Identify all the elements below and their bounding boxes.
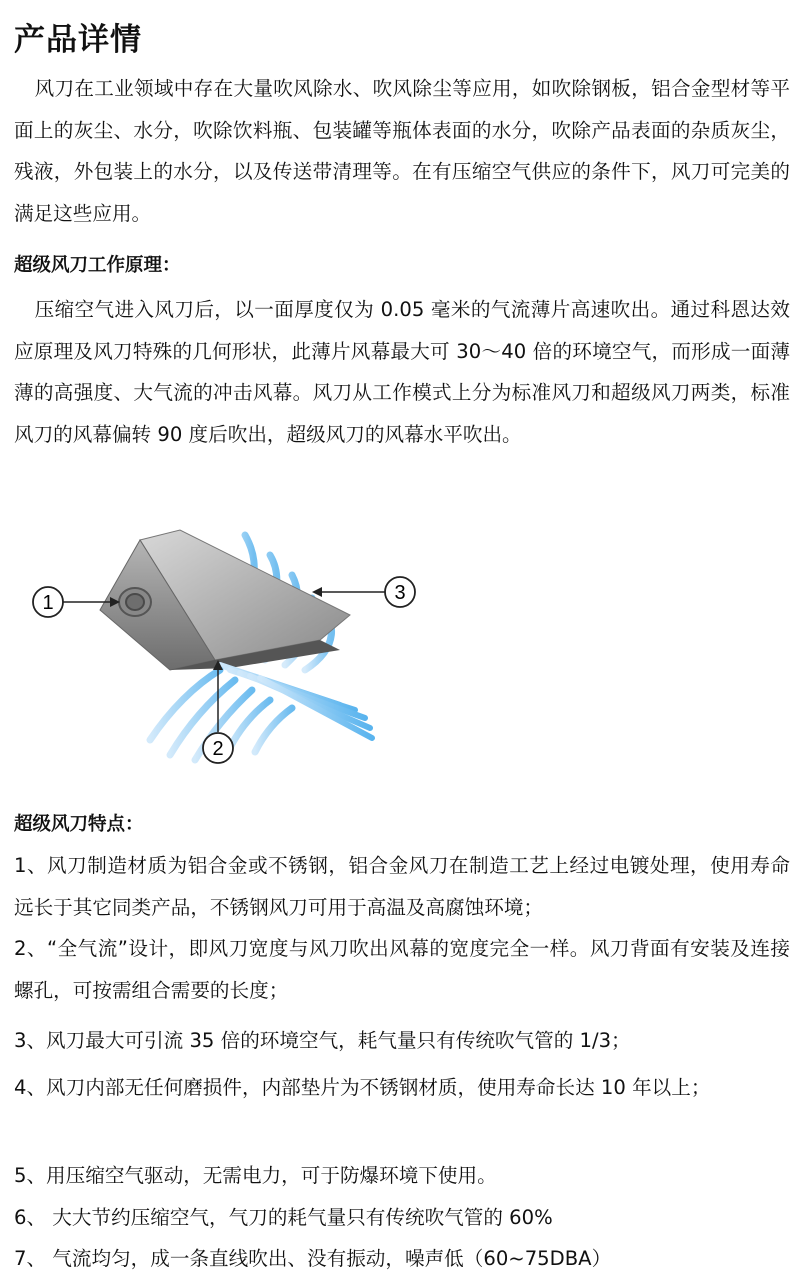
- feature-item-7: 7、 气流均匀，成一条直线吹出、没有振动，噪声低（60~75DBA）: [14, 1247, 612, 1270]
- svg-text:2: 2: [212, 738, 224, 760]
- feature-item-2: 2、“全气流”设计，即风刀宽度与风刀吹出风幕的宽度完全一样。风刀背面有安装及连接螺孔，可按需组合需要的长度；: [14, 937, 790, 1002]
- feature-item-3: 3、风刀最大可引流 35 倍的环境空气，耗气量只有传统吹气管的 1/3；: [14, 1029, 631, 1052]
- intro-paragraph: 风刀在工业领域中存在大量吹风除水、吹风除尘等应用，如吹除钢板，铝合金型材等平面上的灰尘、水分，吹除饮料瓶、包装罐等瓶体表面的水分，吹除产品表面的杂质灰尘，残液，外包装上的水分，以及传送带清理等。在有压缩空气供应的条件下，风刀可完美的满足这些应用。: [14, 77, 790, 225]
- feature-item-4: 4、风刀内部无任何磨损件，内部垫片为不锈钢材质，使用寿命长达 10 年以上；: [14, 1076, 711, 1099]
- principle-paragraph: 压缩空气进入风刀后，以一面厚度仅为 0.05 毫米的气流薄片高速吹出。通过科恩达效应原理及风刀特殊的几何形状，此薄片风幕最大可 30～40 倍的环境空气，而形成一面薄薄的高强度、大气流的冲击风幕。风刀从工作模式上分为标准风刀和超级风刀两类，标准风刀的风幕偏转 90 度后吹出，超级风刀的风幕水平吹出。: [14, 298, 790, 446]
- page-title: 产品详情: [14, 22, 142, 58]
- callout-3: [312, 577, 415, 607]
- feature-item-1: 1、风刀制造材质为铝合金或不锈钢，铝合金风刀在制造工艺上经过电镀处理，使用寿命远长于其它同类产品，不锈钢风刀可用于高温及高腐蚀环境；: [14, 854, 790, 919]
- svg-text:3: 3: [394, 582, 406, 604]
- svg-text:1: 1: [42, 592, 54, 614]
- feature-item-5: 5、用压缩空气驱动，无需电力，可于防爆环境下使用。: [14, 1164, 497, 1187]
- air-knife-diagram: [20, 520, 440, 780]
- principle-heading: 超级风刀工作原理：: [14, 255, 181, 276]
- air-knife-body: [100, 530, 350, 670]
- features-heading: 超级风刀特点：: [14, 814, 144, 835]
- feature-item-6: 6、 大大节约压缩空气，气刀的耗气量只有传统吹气管的 60%: [14, 1206, 553, 1229]
